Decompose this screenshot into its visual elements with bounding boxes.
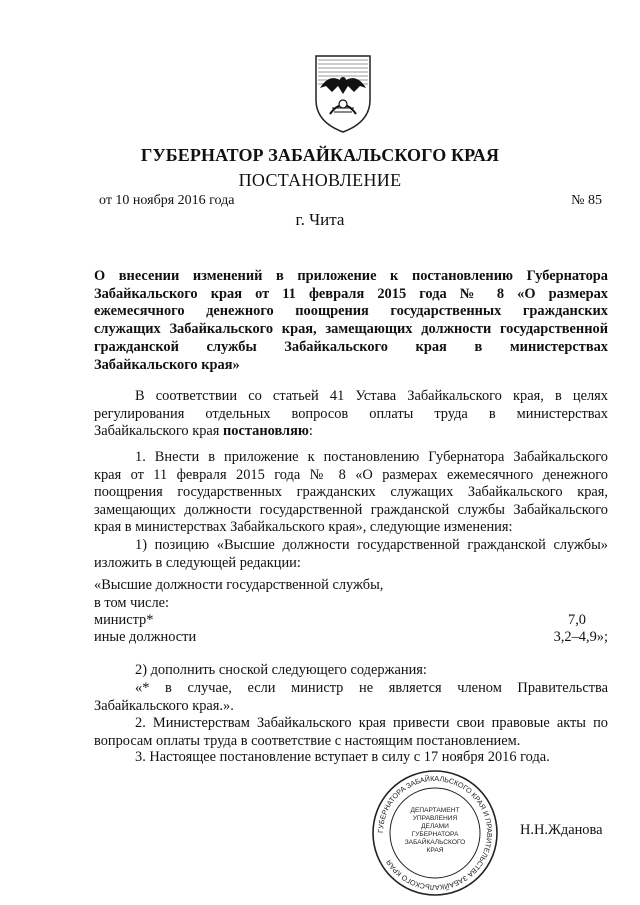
item-1-line: 1. Внести в приложение к постановлению Губернатора Забайкальского [135, 449, 608, 465]
decree-word: постановляю [223, 423, 309, 439]
item-1-line: замещающих должности государственной гражданской службы Забайкальского [94, 501, 608, 518]
heading-line: ежемесячного денежного поощрения государственных гражданских [94, 303, 608, 320]
authority-title: ГУБЕРНАТОР ЗАБАЙКАЛЬСКОГО КРАЯ [140, 145, 500, 165]
stamp-line: КРАЯ [426, 847, 444, 854]
stamp-line: ГУБЕРНАТОРА [411, 831, 459, 838]
document-date: от 10 ноября 2016 года [99, 193, 235, 208]
item-2-line: 2. Министерствам Забайкальского края привести свои правовые акты по [135, 715, 608, 731]
sub-item-1-line: изложить в следующей редакции: [94, 554, 301, 571]
item-2 [94, 715, 608, 750]
preamble-line: регулирования отдельных вопросов оплаты труда в министерствах [94, 405, 608, 422]
footnote-line: Забайкальского края.». [94, 697, 234, 714]
item-2-line: вопросам оплаты труда в соответствие с настоящим постановлением. [94, 732, 521, 749]
position-value: 3,2–4,9»; [553, 629, 608, 645]
heading-line: Забайкальского края» [94, 356, 240, 373]
heading-line: служащих Забайкальского края, замещающих должности государственной [94, 321, 608, 338]
preamble [94, 388, 608, 441]
stamp-outer-text: ГУБЕРНАТОРА ЗАБАЙКАЛЬСКОГО КРАЯ И ПРАВИТЕЛЬСТВА ЗАБАЙКАЛЬСКОГО КРАЯ [375, 773, 495, 893]
item-3 [94, 749, 608, 767]
position-row [94, 612, 608, 629]
stamp-line: УПРАВЛЕНИЯ [412, 815, 458, 822]
sub-item-2-line: 2) дополнить сноской следующего содержания: [135, 662, 427, 678]
heading-line: О внесении изменений в приложение к постановлению Губернатора [94, 268, 608, 284]
item-1-line: поощрения государственных гражданских служащих Забайкальского края, [94, 484, 608, 500]
position-row [94, 629, 608, 646]
item-1 [94, 449, 608, 537]
quote-line: в том числе: [94, 595, 170, 611]
document-heading [94, 268, 608, 374]
stamp-line: ЗАБАЙКАЛЬСКОГО [404, 839, 466, 846]
heading-line: гражданской службы Забайкальского края в министерствах [94, 338, 608, 355]
document-city: г. Чита [295, 210, 345, 229]
coat-of-arms-icon [310, 52, 376, 136]
item-1-line: края в министерствах Забайкальского края», следующие изменения: [94, 519, 513, 535]
position-label: министр* [94, 612, 154, 628]
quote-line: «Высшие должности государственной службы, [94, 577, 384, 593]
stamp-line: ДЕПАРТАМЕНТ [410, 807, 460, 814]
document-type: ПОСТАНОВЛЕНИЕ [238, 170, 402, 190]
document-number: № 85 [571, 193, 602, 208]
heading-line: Забайкальского края от 11 февраля 2015 года № 8 «О размерах [94, 285, 608, 302]
sub-item-1 [94, 537, 608, 572]
preamble-line: Забайкальского края постановляю: [94, 423, 313, 439]
position-label: иные должности [94, 629, 197, 645]
sub-item-1-line: 1) позицию «Высшие должности государственной гражданской службы» [135, 537, 608, 553]
preamble-line: В соответствии со статьей 41 Устава Забайкальского края, в целях [135, 388, 608, 404]
stamp-line: ДЕЛАМИ [421, 823, 449, 830]
official-stamp [370, 768, 500, 898]
footnote-text [94, 680, 608, 715]
sub-item-2 [94, 662, 608, 680]
item-1-line: края от 11 февраля 2015 года № 8 «О размерах ежемесячного денежного [94, 466, 608, 483]
signatory-name: Н.Н.Жданова [520, 822, 603, 838]
item-3-line: 3. Настоящее постановление вступает в силу с 17 ноября 2016 года. [135, 749, 550, 765]
footnote-line: «* в случае, если министр не является членом Правительства [135, 680, 608, 696]
position-value: 7,0 [568, 612, 586, 628]
